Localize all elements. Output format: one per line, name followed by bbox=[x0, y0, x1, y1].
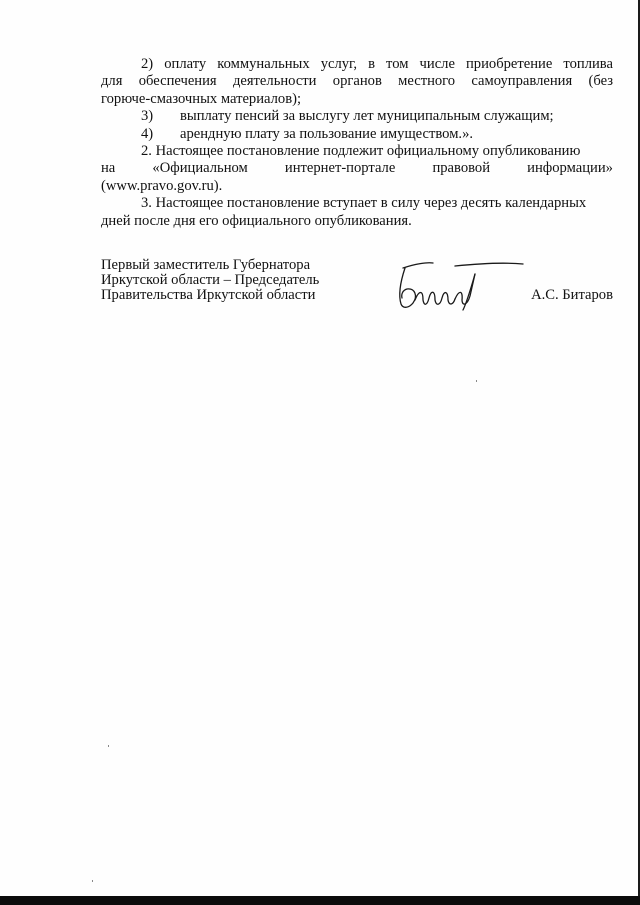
item-3 bbox=[101, 108, 613, 125]
paragraph-2-line-3: (www.pravo.gov.ru). bbox=[101, 177, 223, 194]
word: правовой bbox=[432, 160, 491, 177]
handwritten-signature bbox=[393, 254, 533, 314]
scan-speck bbox=[476, 380, 477, 382]
item-2-line-3: горюче-смазочных материалов); bbox=[101, 90, 302, 107]
item-2-line-2 bbox=[101, 73, 613, 90]
word: числе bbox=[419, 56, 455, 72]
word: топлива bbox=[563, 56, 613, 72]
word: местного bbox=[398, 73, 456, 90]
word: обеспечения bbox=[138, 73, 217, 90]
paragraph-2-line-2 bbox=[101, 160, 613, 177]
word: том bbox=[386, 56, 409, 72]
signer-title-line: Иркутской области – Председатель bbox=[101, 272, 320, 288]
word: органов bbox=[332, 73, 382, 90]
word: услуг, bbox=[320, 56, 358, 72]
word: оплату bbox=[164, 56, 207, 72]
word: коммунальных bbox=[217, 56, 310, 72]
paragraph-3-line-2: дней после дня его официального опубликования. bbox=[101, 212, 412, 229]
signer-title-line: Первый заместитель Губернатора bbox=[101, 257, 311, 273]
item-number: 4) bbox=[141, 125, 154, 142]
paragraph-3-line-1: 3. Настоящее постановление вступает в силу через десять календарных bbox=[141, 195, 587, 212]
document-body bbox=[101, 56, 613, 230]
word: информации» bbox=[527, 160, 613, 177]
item-number: 2) bbox=[141, 56, 154, 72]
paragraph-2-line-1: 2. Настоящее постановление подлежит официальному опубликованию bbox=[141, 142, 581, 159]
item-text: выплату пенсий за выслугу лет муниципальным служащим; bbox=[180, 108, 554, 125]
word: «Официальном bbox=[152, 160, 248, 177]
scan-speck bbox=[92, 880, 93, 882]
scan-speck bbox=[108, 745, 109, 747]
scan-border-bottom bbox=[0, 896, 640, 905]
item-4 bbox=[101, 126, 613, 143]
word: приобретение bbox=[465, 56, 553, 72]
word: самоуправления bbox=[471, 73, 573, 90]
signature-block bbox=[101, 258, 613, 308]
word: деятельности bbox=[232, 73, 317, 90]
word: для bbox=[101, 73, 123, 90]
signer-title bbox=[101, 258, 319, 303]
word: интернет-портале bbox=[284, 160, 396, 177]
word: в bbox=[368, 56, 375, 72]
signer-name: А.С. Битаров bbox=[531, 287, 613, 303]
item-text: арендную плату за пользование имуществом.». bbox=[180, 125, 474, 142]
word: на bbox=[101, 160, 116, 177]
word: (без bbox=[588, 73, 613, 90]
item-2-line-1 bbox=[101, 56, 613, 73]
item-number: 3) bbox=[141, 108, 154, 125]
signer-title-line: Правительства Иркутской области bbox=[101, 287, 316, 303]
